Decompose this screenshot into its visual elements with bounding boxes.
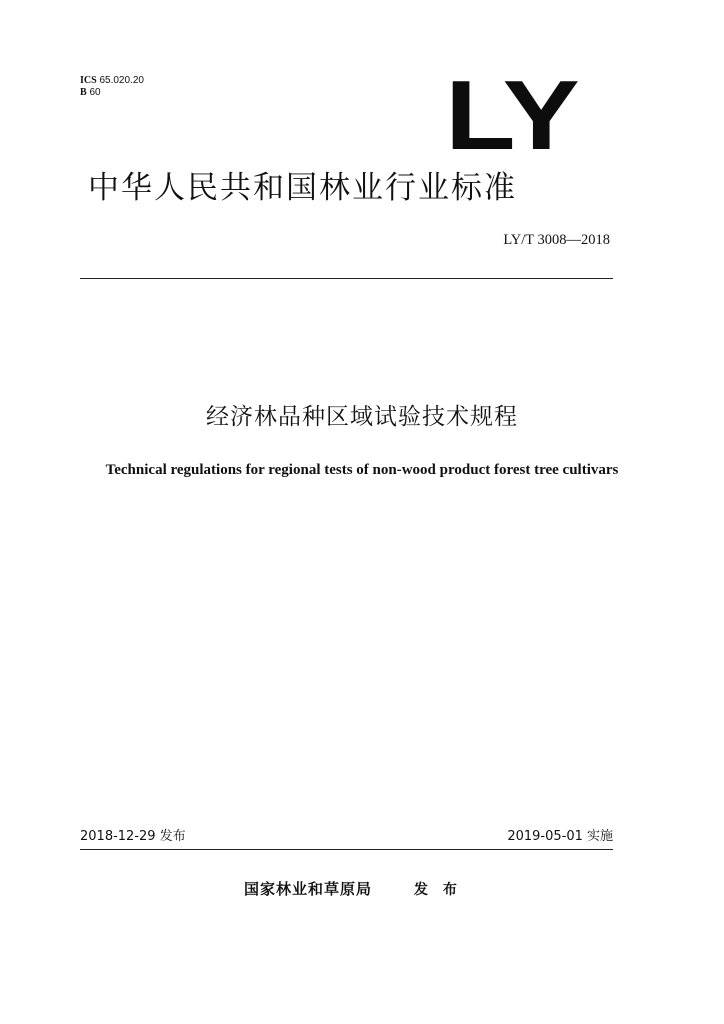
ics-code: 65.020.20 [99,75,144,86]
publisher-name: 国家林业和草原局 [244,880,373,898]
document-title-cn: 经济林品种区域试验技术规程 [206,404,518,430]
ccs-line [80,87,144,99]
ccs-label: B [80,87,87,98]
ics-label: ICS [80,75,97,86]
standard-code: LY/T 3008—2018 [503,232,610,248]
ccs-code: 60 [89,87,101,98]
publish-label: 发 布 [414,882,462,898]
standard-title: 中华人民共和国林业行业标准 [88,170,517,206]
document-title-en: Technical regulations for regional tests of non-wood product forest tree cultivars [105,462,619,478]
ly-logo: LY [445,60,578,170]
bottom-divider [80,849,613,850]
classification-codes [80,75,144,99]
top-divider [80,278,613,279]
issue-date: 2018-12-29 发布 [80,829,186,844]
implementation-date: 2019-05-01 实施 [507,829,613,844]
ics-line [80,75,144,87]
